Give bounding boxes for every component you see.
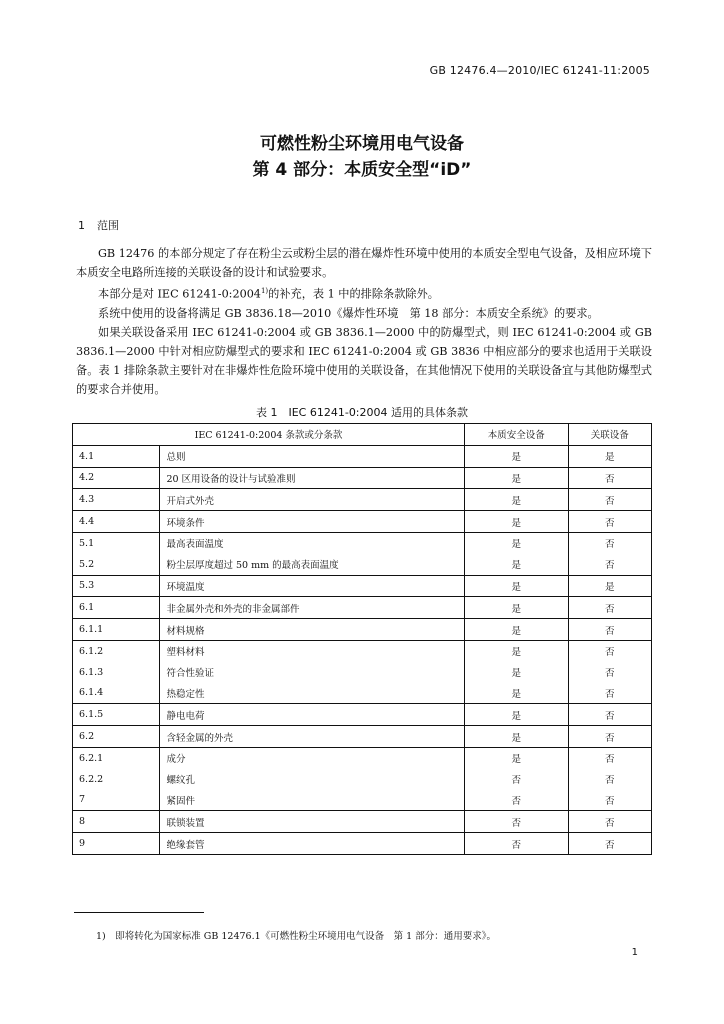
clause-name: 总则 [160,445,465,467]
clause-number: 9 [73,833,160,855]
intrinsic-value: 否 [465,833,569,855]
table-row [73,747,652,768]
intrinsic-value: 否 [465,769,569,790]
table-row [73,811,652,833]
standard-number: GB 12476.4—2010/IEC 61241-11:2005 [429,64,650,77]
associated-value: 否 [605,647,615,659]
clause-number: 6.2.1 [73,747,160,768]
column-header-associated: 关联设备 [568,424,651,446]
table-row [73,554,652,575]
associated-value: 否 [568,726,651,748]
intrinsic-value: 是 [465,726,569,748]
column-header-clause: IEC 61241-0:2004 条款或分条款 [73,424,465,446]
clause-number: 6.1.1 [73,619,160,641]
clause-name: 环境温度 [160,575,465,597]
associated-value: 否 [568,790,651,811]
clause-name: 成分 [160,747,465,768]
clause-number: 4.2 [73,467,160,489]
associated-value: 否 [605,668,615,680]
table-row [73,704,652,726]
associated-value: 否 [568,511,651,533]
associated-value: 是 [568,445,651,467]
associated-value: 否 [605,775,615,787]
associated-value: 否 [568,489,651,511]
column-header-intrinsic: 本质安全设备 [465,424,569,446]
clause-number: 8 [73,811,160,833]
intrinsic-value: 是 [465,532,569,553]
associated-value: 否 [568,597,651,619]
table-row [73,467,652,489]
intrinsic-value: 是 [465,445,569,467]
table-row [73,489,652,511]
table-row [73,532,652,553]
clause-name: 最高表面温度 [160,532,465,553]
associated-value: 否 [568,811,651,833]
table-row [73,683,652,704]
clause-name: 非金属外壳和外壳的非金属部件 [160,597,465,619]
intrinsic-value: 是 [465,511,569,533]
clause-name: 塑料材料 [160,640,465,661]
intrinsic-value: 是 [465,747,569,768]
associated-value: 否 [568,554,651,575]
clause-name: 静电电荷 [160,704,465,726]
document-title: 可燃性粉尘环境用电气设备 [260,134,464,154]
clause-number: 4.1 [73,445,160,467]
footnote-ref: 1) [260,287,269,295]
clause-name: 螺纹孔 [160,769,465,790]
section-number: 1 [78,219,85,232]
table-row [73,726,652,748]
paragraph: 系统中使用的设备将满足 GB 3836.18—2010《爆炸性环境 第 18 部分：本质安全系统》的要求。 [98,306,599,320]
intrinsic-value: 是 [465,619,569,641]
intrinsic-value: 是 [465,683,569,704]
section-title: 范围 [97,219,119,232]
section-heading [78,217,131,233]
table-row [73,445,652,467]
associated-value: 否 [568,619,651,641]
footnote-divider [74,912,204,913]
clause-number: 5.3 [73,575,160,597]
clause-number: 5.1 [73,532,160,553]
associated-value: 否 [605,754,615,766]
intrinsic-value: 是 [465,489,569,511]
clause-number: 4.3 [73,489,160,511]
table-row [73,662,652,683]
table-row [73,790,652,811]
table-row [73,640,652,661]
associated-value: 是 [568,575,651,597]
clause-number: 6.1.5 [73,704,160,726]
scope-text [76,244,652,399]
footnote: 1) 即将转化为国家标准 GB 12476.1《可燃性粉尘环境用电气设备 第 1 部分：通用要求》。 [96,931,496,942]
associated-value: 否 [605,839,615,851]
clause-name: 含轻金属的外壳 [160,726,465,748]
table-row [73,619,652,641]
table-row [73,769,652,790]
clause-number: 6.1.4 [73,683,160,704]
clause-name: 绝缘套管 [160,833,465,855]
clause-number: 6.2 [73,726,160,748]
intrinsic-value: 否 [465,811,569,833]
table-row [73,597,652,619]
clause-name: 环境条件 [160,511,465,533]
associated-value: 否 [568,467,651,489]
document-subtitle: 第 4 部分：本质安全型“iD” [252,160,472,180]
paragraph: 如果关联设备采用 IEC 61241-0:2004 或 GB 3836.1—2000 中的防爆型式，则 IEC 61241-0:2004 或 GB 3836.1—2000 中针对相应防爆型式的要求和 IEC 61241-0:2004 或 GB 3836 中相应部分的要求也适用于关联设备。表 1 排除条款主要针对在非爆炸性危险环境中使用的关联设备，在其他情况下使用的关联设备宜与其他防爆型式的要求合并使用。 [76,325,652,396]
associated-value: 否 [568,683,651,704]
clause-name: 开启式外壳 [160,489,465,511]
clause-name: 符合性验证 [160,662,465,683]
clause-number: 6.1.3 [73,662,160,683]
clause-name: 20 区用设备的设计与试验准则 [160,467,465,489]
table-caption: 表 1 IEC 61241-0:2004 适用的具体条款 [255,406,469,419]
intrinsic-value: 是 [465,575,569,597]
page-number: 1 [631,947,638,958]
intrinsic-value: 是 [465,597,569,619]
clause-name: 联锁装置 [160,811,465,833]
clause-number: 6.2.2 [73,769,160,790]
clause-name: 紧固件 [160,790,465,811]
clause-name: 热稳定性 [160,683,465,704]
intrinsic-value: 是 [465,640,569,661]
table-row [73,833,652,855]
clause-number: 5.2 [73,554,160,575]
paragraph: GB 12476 的本部分规定了存在粉尘云或粉尘层的潜在爆炸性环境中使用的本质安全型电气设备，及相应环境下本质安全电路所连接的关联设备的设计和试验要求。 [76,247,652,279]
clauses-table [72,423,652,855]
intrinsic-value: 是 [465,704,569,726]
associated-value: 否 [568,704,651,726]
clause-number: 4.4 [73,511,160,533]
intrinsic-value: 是 [465,554,569,575]
intrinsic-value: 是 [465,467,569,489]
intrinsic-value: 否 [465,790,569,811]
clause-number: 6.1 [73,597,160,619]
clause-number: 7 [73,790,160,811]
table-row [73,511,652,533]
intrinsic-value: 是 [465,662,569,683]
clause-name: 粉尘层厚度超过 50 mm 的最高表面温度 [160,554,465,575]
paragraph: 本部分是对 IEC 61241-0:2004$^{1)}$的补充，表 1 中的排除条款除外。 [98,287,439,301]
table-row [73,575,652,597]
clause-name: 材料规格 [160,619,465,641]
associated-value: 否 [605,539,615,551]
clause-number: 6.1.2 [73,640,160,661]
